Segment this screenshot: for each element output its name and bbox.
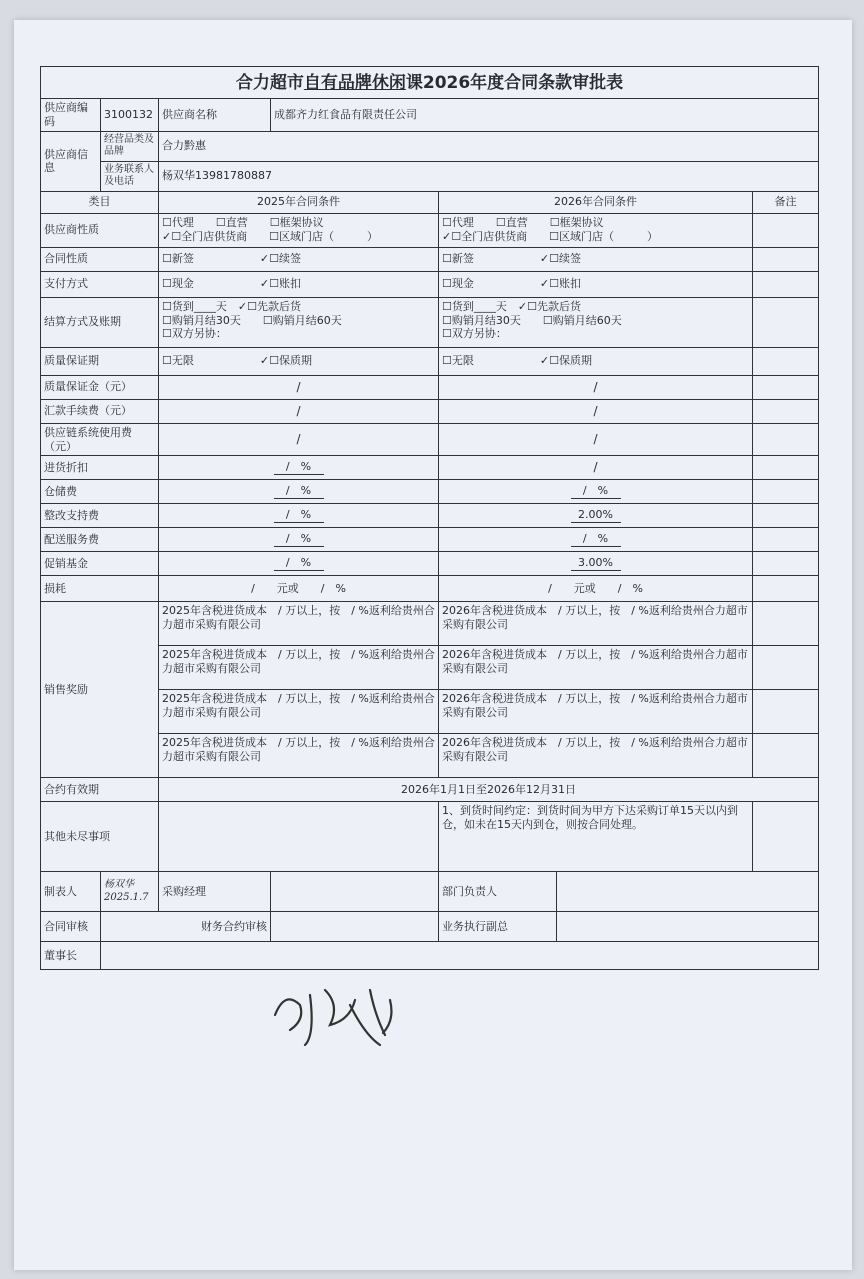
- settlement-2026: ☐货到____天 ✓☐先款后货 ☐购销月结30天 ☐购销月结60天 ☐双方另协：: [439, 297, 753, 347]
- remark-cell: [753, 528, 819, 552]
- dept-name: 自有品牌休闲: [303, 73, 406, 93]
- delivery-2025: / %: [159, 528, 439, 552]
- purchase-manager-sign: [271, 872, 439, 912]
- loss-2025: / 元或 / %: [159, 576, 439, 602]
- validity-label: 合约有效期: [41, 778, 159, 802]
- deposit-label: 质量保证金（元）: [41, 375, 159, 399]
- rectify-2026: 2.00%: [439, 504, 753, 528]
- deposit-2026: /: [439, 375, 753, 399]
- system-fee-2026: /: [439, 423, 753, 456]
- settlement-2025: ☐货到____天 ✓☐先款后货 ☐购销月结30天 ☐购销月结60天 ☐双方另协：: [159, 297, 439, 347]
- sales-2026-tier-4: 2026年含税进货成本 / 万以上，按 / %返利给贵州合力超市采购有限公司: [439, 734, 753, 778]
- supplier-name: 成都齐力红食品有限责任公司: [271, 99, 819, 132]
- maker-label: 制表人: [41, 872, 101, 912]
- remark-cell: [753, 552, 819, 576]
- payment-label: 支付方式: [41, 271, 159, 297]
- remark-cell: [753, 690, 819, 734]
- supplier-info-label: 供应商信息: [41, 131, 101, 191]
- loss-2026: / 元或 / %: [439, 576, 753, 602]
- other-2025: [159, 802, 439, 872]
- deposit-2025: /: [159, 375, 439, 399]
- form-title: 合力超市自有品牌休闲课2026年度合同条款审批表: [41, 67, 819, 99]
- nature-2025: ☐代理 ☐直营 ☐框架协议 ✓☐全门店供货商 ☐区域门店（ ）: [159, 213, 439, 247]
- storage-2026: / %: [439, 480, 753, 504]
- remark-cell: [753, 646, 819, 690]
- delivery-label: 配送服务费: [41, 528, 159, 552]
- remark-cell: [753, 271, 819, 297]
- discount-2026: /: [439, 456, 753, 480]
- form-table: [40, 66, 819, 970]
- sales-reward-label: 销售奖励: [41, 602, 159, 778]
- remark-cell: [753, 480, 819, 504]
- remark-cell: [753, 504, 819, 528]
- remark-cell: [753, 297, 819, 347]
- storage-label: 仓储费: [41, 480, 159, 504]
- remark-cell: [753, 456, 819, 480]
- sales-2026-tier-1: 2026年含税进货成本 / 万以上，按 / %返利给贵州合力超市采购有限公司: [439, 602, 753, 646]
- dept-head-label: 部门负责人: [439, 872, 557, 912]
- settlement-label: 结算方式及账期: [41, 297, 159, 347]
- rectify-2025: / %: [159, 504, 439, 528]
- finance-review-sign: [271, 912, 439, 942]
- remark-cell: [753, 213, 819, 247]
- delivery-2026: / %: [439, 528, 753, 552]
- approval-form: [40, 66, 818, 970]
- sales-2025-tier-3: 2025年含税进货成本 / 万以上，按 / %返利给贵州合力超市采购有限公司: [159, 690, 439, 734]
- contract-2025: ☐新签 ✓☐续签: [159, 247, 439, 271]
- system-fee-label: 供应链系统使用费（元）: [41, 423, 159, 456]
- remark-cell: [753, 802, 819, 872]
- remark-cell: [753, 576, 819, 602]
- loss-label: 损耗: [41, 576, 159, 602]
- vp-sign: [557, 912, 819, 942]
- system-fee-2025: /: [159, 423, 439, 456]
- discount-label: 进货折扣: [41, 456, 159, 480]
- sales-2025-tier-4: 2025年含税进货成本 / 万以上，按 / %返利给贵州合力超市采购有限公司: [159, 734, 439, 778]
- fee-2026: /: [439, 399, 753, 423]
- sales-2025-tier-2: 2025年含税进货成本 / 万以上，按 / %返利给贵州合力超市采购有限公司: [159, 646, 439, 690]
- contract-2026: ☐新签 ✓☐续签: [439, 247, 753, 271]
- sales-2025-tier-1: 2025年含税进货成本 / 万以上，按 / %返利给贵州合力超市采购有限公司: [159, 602, 439, 646]
- remark-cell: [753, 734, 819, 778]
- vp-label: 业务执行副总: [439, 912, 557, 942]
- header-2025: 2025年合同条件: [159, 191, 439, 213]
- remark-cell: [753, 399, 819, 423]
- brand-label: 经营品类及品牌: [101, 131, 159, 161]
- quality-2026: ☐无限 ✓☐保质期: [439, 347, 753, 375]
- quality-2025: ☐无限 ✓☐保质期: [159, 347, 439, 375]
- promo-2025: / %: [159, 552, 439, 576]
- validity-value: 2026年1月1日至2026年12月31日: [159, 778, 819, 802]
- contact-label: 业务联系人及电话: [101, 161, 159, 191]
- brand-value: 合力黔惠: [159, 131, 819, 161]
- remark-cell: [753, 347, 819, 375]
- handwritten-signature: [255, 975, 415, 1055]
- discount-2025: / %: [159, 456, 439, 480]
- rectify-label: 整改支持费: [41, 504, 159, 528]
- sales-2026-tier-3: 2026年含税进货成本 / 万以上，按 / %返利给贵州合力超市采购有限公司: [439, 690, 753, 734]
- review-label: 合同审核: [41, 912, 101, 942]
- nature-2026: ☐代理 ☐直营 ☐框架协议 ✓☐全门店供货商 ☐区域门店（ ）: [439, 213, 753, 247]
- storage-2025: / %: [159, 480, 439, 504]
- fee-2025: /: [159, 399, 439, 423]
- remark-cell: [753, 247, 819, 271]
- maker-signature: 杨双华 2025.1.7: [101, 872, 159, 912]
- remark-header: 备注: [753, 191, 819, 213]
- remark-cell: [753, 423, 819, 456]
- remark-cell: [753, 602, 819, 646]
- contact-value: 杨双华13981780887: [159, 161, 819, 191]
- supplier-code: 3100132: [101, 99, 159, 132]
- fee-label: 汇款手续费（元）: [41, 399, 159, 423]
- purchase-manager-label: 采购经理: [159, 872, 271, 912]
- dept-head-sign: [557, 872, 819, 912]
- sales-2026-tier-2: 2026年含税进货成本 / 万以上，按 / %返利给贵州合力超市采购有限公司: [439, 646, 753, 690]
- supplier-code-label: 供应商编码: [41, 99, 101, 132]
- payment-2025: ☐现金 ✓☐账扣: [159, 271, 439, 297]
- other-matters-label: 其他未尽事项: [41, 802, 159, 872]
- quality-label: 质量保证期: [41, 347, 159, 375]
- remark-cell: [753, 375, 819, 399]
- nature-label: 供应商性质: [41, 213, 159, 247]
- supplier-name-label: 供应商名称: [159, 99, 271, 132]
- promo-2026: 3.00%: [439, 552, 753, 576]
- chairman-label: 董事长: [41, 942, 101, 970]
- payment-2026: ☐现金 ✓☐账扣: [439, 271, 753, 297]
- category-header: 类目: [41, 191, 159, 213]
- contract-label: 合同性质: [41, 247, 159, 271]
- header-2026: 2026年合同条件: [439, 191, 753, 213]
- promo-label: 促销基金: [41, 552, 159, 576]
- finance-review-label: 财务合约审核: [101, 912, 271, 942]
- chairman-sign: [101, 942, 819, 970]
- other-2026: 1、到货时间约定：到货时间为甲方下达采购订单15天以内到仓，如未在15天内到仓，则按合同处理。: [439, 802, 753, 872]
